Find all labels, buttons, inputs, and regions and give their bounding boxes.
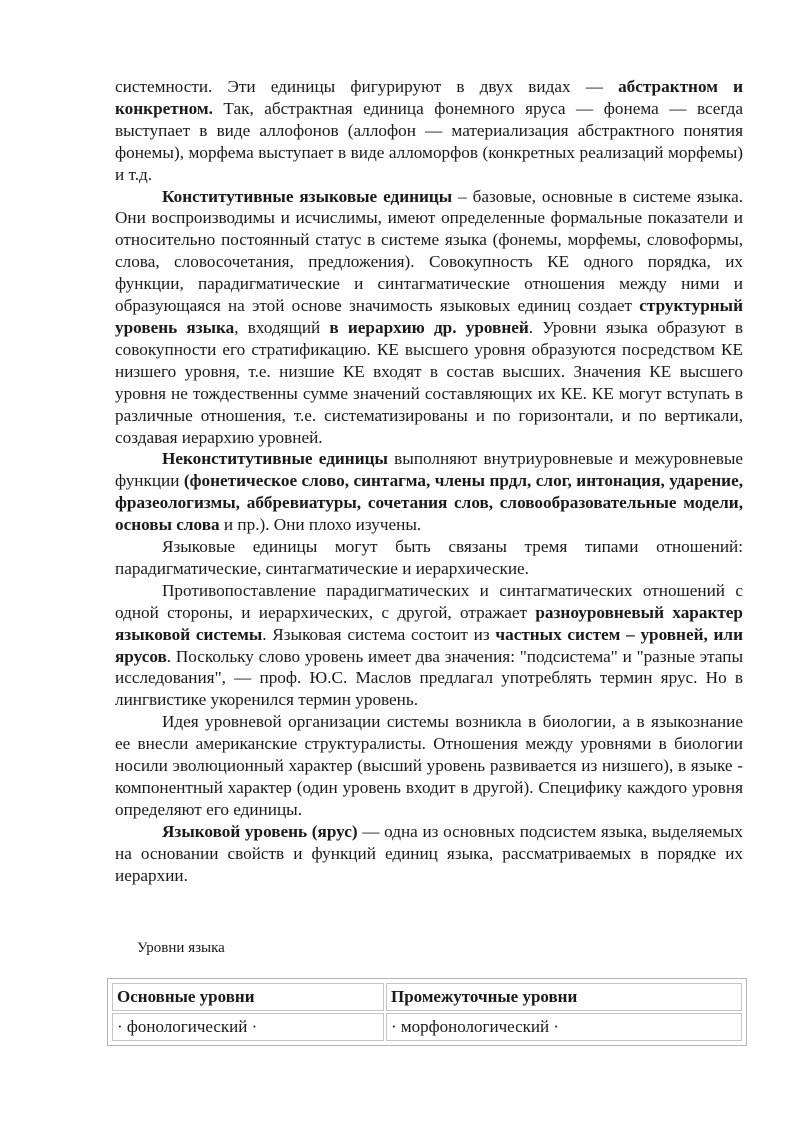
paragraph: Противопоставление парадигматических и синтагматических отношений с одной стороны, и иерархических, с другой, отражает разноуровневый характер языковой системы. Языковая система состоит из частных систем – уровней, или ярусов. Поскольку слово уровень имеет два значения: "подсистема" и "разные этапы исследования", — проф. Ю.С. Маслов предлагал употреблять термин ярус. Но в лингвистике укоренился термин уровень.: [115, 580, 743, 710]
paragraph: Конститутивные языковые единицы – базовые, основные в системе языка. Они воспроизводимы и исчислимы, имеют определенные формальные показатели и относительно постоянный статус в системе языка (фонемы, морфемы, словоформы, слова, словосочетания, предложения). Совокупность КЕ одного порядка, их функции, парадигматические и синтагматические отношения между ними и образующаяся на этой основе значимость языковых единиц создает структурный уровень языка, входящий в иерархию др. уровней. Уровни языка образуют в совокупности его стратификацию. КЕ высшего уровня образуются посредством КЕ низшего уровня, т.е. низшие КЕ входят в состав высших. Значения КЕ высшего уровня не тождественны сумме значений составляющих их КЕ. КЕ могут вступать в различные отношения, т.е. систематизированы и по горизонтали, и по вертикали, создавая иерархию уровней.: [115, 186, 743, 447]
table-cell: · фонологический ·: [112, 1013, 384, 1041]
language-levels-table: [107, 978, 747, 1046]
table-header-cell: Основные уровни: [112, 983, 384, 1011]
paragraph: системности. Эти единицы фигурируют в двух видах — абстрактном и конкретном. Так, абстрактная единица фонемного яруса — фонема — всегда выступает в виде аллофонов (аллофон — материализация абстрактного понятия фонемы), морфема выступает в виде алломорфов (конкретных реализаций морфемы) и т.д.: [115, 77, 743, 184]
paragraph: Языковой уровень (ярус) — одна из основных подсистем языка, выделяемых на основании свойств и функций единиц языка, рассматриваемых в порядке их иерархии.: [115, 821, 744, 885]
document-body: [115, 76, 743, 887]
table-row: [112, 1013, 742, 1041]
bold-term: структурный уровень языка: [115, 296, 743, 337]
paragraph: Неконститутивные единицы выполняют внутриуровневые и межуровневые функции (фонетическое слово, синтагма, члены прдл, слог, интонация, ударение, фразеологизмы, аббревиатуры, сочетания слов, словообразовательные модели, основы слова и пр.). Они плохо изучены.: [115, 449, 743, 535]
bold-term: абстрактном и конкретном.: [115, 77, 743, 118]
paragraph: Языковые единицы могут быть связаны тремя типами отношений: парадигматические, синтагматические и иерархические.: [115, 537, 743, 578]
bold-term: Неконститутивные единицы: [162, 449, 388, 469]
paragraph: Идея уровневой организации системы возникла в биологии, а в языкознание ее внесли американские структуралисты. Отношения между уровнями в биологии носили эволюционный характер (высший уровень развивается из низшего), в языке - компонентный характер (один уровень входит в другой). Специфику каждого уровня определяют его единицы.: [115, 712, 743, 819]
table-header-cell: Промежуточные уровни: [386, 983, 742, 1011]
bold-term: Языковой уровень (ярус): [162, 821, 358, 841]
bold-term: Конститутивные языковые единицы: [162, 186, 453, 206]
bold-term: частных систем – уровней, или ярусов: [115, 624, 743, 666]
bold-term: разноуровневый характер языковой системы: [115, 602, 743, 644]
table-cell: · морфонологический ·: [386, 1013, 742, 1041]
bold-term: (фонетическое слово, синтагма, члены прдл, слог, интонация, ударение, фразеологизмы, аббревиатуры, сочетания слов, словообразовательные модели, основы слова: [115, 471, 743, 535]
table-caption: Уровни языка: [137, 940, 225, 956]
table-header-row: [112, 983, 742, 1011]
bold-term: в иерархию др. уровней: [329, 317, 529, 337]
